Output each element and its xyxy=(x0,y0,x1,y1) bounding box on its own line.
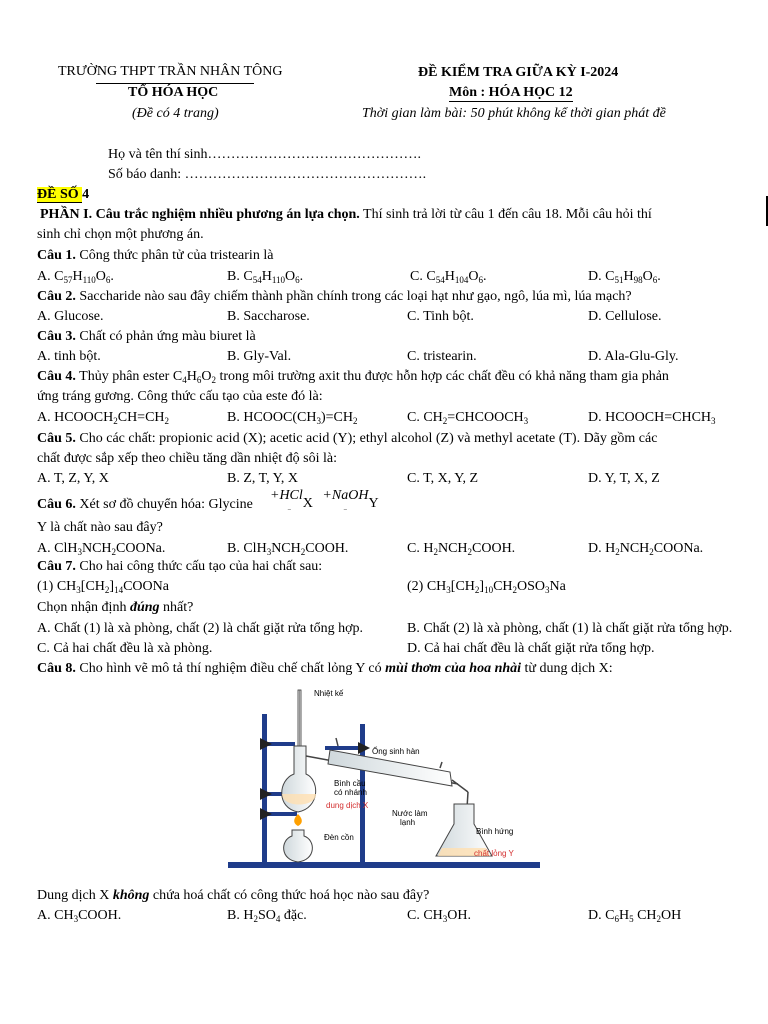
q4-option-b[interactable]: B. $HCOOC(CH_3)=CH_2$ xyxy=(227,410,358,426)
q1-text: Công thức phân tử của tristearin là xyxy=(75,248,274,263)
q1-label: Câu 1. xyxy=(37,248,76,263)
department: TỔ HÓA HỌC xyxy=(128,85,219,100)
q7-label: Câu 7. xyxy=(37,559,76,574)
question-8: Câu 8. Cho hình vẽ mô tả thí nghiệm điều chế chất lỏng Y có mùi thơm của hoa nhài từ dung dịch X: xyxy=(37,661,613,676)
q4-option-c[interactable]: C. $CH_2=CHCOOCH_3$ xyxy=(407,410,529,426)
q6-option-d[interactable]: D. $H_2NCH_2COONa$. xyxy=(588,541,704,557)
question-3 xyxy=(37,328,256,346)
label-water-2: lạnh xyxy=(400,818,416,827)
q6-scheme: +HCl X +NaOH Y ‾ ‾ xyxy=(270,488,379,518)
q7-text: Cho hai công thức cấu tạo của hai chất sau: xyxy=(75,559,323,574)
label-liquid: chất lỏng Y xyxy=(474,849,514,858)
q2-option-b[interactable]: B. Saccharose. xyxy=(227,309,310,324)
q5-label: Câu 5. xyxy=(37,431,76,446)
part1-instructions-2: sinh chỉ chọn một phương án. xyxy=(37,227,204,242)
q4-option-d[interactable]: D. $HCOOCH=CHCH_3$ xyxy=(588,410,716,426)
part1-heading xyxy=(40,206,652,224)
q3-option-a[interactable]: A. tinh bột. xyxy=(37,349,101,364)
student-id-line: Số báo danh: ……………………………………………. xyxy=(108,167,427,182)
q8-option-d[interactable]: D. $C_6H_5$ $CH_2OH$ xyxy=(588,908,682,924)
q8-option-b[interactable]: B. $H_2SO_4$ đặc. xyxy=(227,908,307,924)
dept-rule xyxy=(96,83,254,84)
q7-option-a[interactable]: A. Chất (1) là xà phòng, chất (2) là chất giặt rửa tổng hợp. xyxy=(37,621,364,636)
arrow-icon xyxy=(282,506,291,507)
q5-option-c[interactable]: C. T, X, Y, Z xyxy=(407,471,479,486)
q5-option-b[interactable]: B. Z, T, Y, X xyxy=(227,471,299,486)
page-count: (Đề có 4 trang) xyxy=(132,106,219,121)
q5-text-2: chất được sắp xếp theo chiều tăng dần nhiệt độ sôi là: xyxy=(37,451,337,466)
q8-option-c[interactable]: C. $CH_3OH$. xyxy=(407,908,472,924)
label-solution: dung dịch X xyxy=(326,801,369,810)
question-5 xyxy=(37,430,657,448)
q6-text-2: Y là chất nào sau đây? xyxy=(37,520,163,535)
subject: Môn : HÓA HỌC 12 xyxy=(449,85,573,100)
q3-option-d[interactable]: D. Ala-Glu-Gly. xyxy=(588,349,679,364)
time-limit: Thời gian làm bài: 50 phút không kể thời gian phát đề xyxy=(362,106,666,121)
label-flask-1: Bình cầu xyxy=(334,779,366,788)
label-receiver: Bình hứng xyxy=(476,827,514,836)
q1-option-a[interactable]: A. $C_{57}H_{110}O_6$. xyxy=(37,269,114,285)
q6-text: Xét sơ đồ chuyển hóa: Glycine xyxy=(75,497,253,512)
question-4: Câu 4. Thủy phân ester $C_4H_6O_2$ trong môi trường axit thu được hỗn hợp các chất đều có khả năng tham gia phản xyxy=(37,369,669,385)
q8-label: Câu 8. xyxy=(37,661,76,676)
q1-option-d[interactable]: D. $C_{51}H_{98}O_6$. xyxy=(588,269,661,285)
q8-followup: Dung dịch X không chứa hoá chất có công thức hoá học nào sau đây? xyxy=(37,888,430,903)
q7-option-c[interactable]: C. Cả hai chất đều là xà phòng. xyxy=(37,641,213,656)
stand-rod-left xyxy=(262,714,267,864)
q6-option-b[interactable]: B. $ClH_3NCH_2COOH$. xyxy=(227,541,349,557)
question-2 xyxy=(37,288,632,306)
q1-option-c[interactable]: C. $C_{54}H_{104}O_6$. xyxy=(410,269,487,285)
label-thermometer: Nhiệt kế xyxy=(314,689,344,698)
q3-option-b[interactable]: B. Gly-Val. xyxy=(227,349,292,364)
school-name: TRƯỜNG THPT TRẦN NHÂN TÔNG xyxy=(58,64,283,79)
question-1 xyxy=(37,247,273,265)
question-7 xyxy=(37,558,322,576)
exam-code xyxy=(37,186,89,204)
q4-option-a[interactable]: A. $HCOOCH_2CH=CH_2$ xyxy=(37,410,170,426)
q2-option-c[interactable]: C. Tinh bột. xyxy=(407,309,474,324)
q1-option-b[interactable]: B. $C_{54}H_{110}O_6$. xyxy=(227,269,304,285)
q3-option-c[interactable]: C. tristearin. xyxy=(407,349,477,364)
exam-title: ĐỀ KIỂM TRA GIỮA KỲ I-2024 xyxy=(418,65,619,80)
q5-option-a[interactable]: A. T, Z, Y, X xyxy=(37,471,109,486)
exam-code-number: 4 xyxy=(82,187,90,202)
q2-option-a[interactable]: A. Glucose. xyxy=(37,309,104,324)
q6-reagent-2: +NaOH xyxy=(322,488,369,503)
q8-option-a[interactable]: A. $CH_3COOH$. xyxy=(37,908,122,924)
q5-text: Cho các chất: propionic acid (X); acetic acid (Y); ethyl alcohol (Z) và methyl acetate (T). Dãy gồm các xyxy=(75,431,658,446)
q6-label: Câu 6. xyxy=(37,497,76,512)
q3-text: Chất có phản ứng màu biuret là xyxy=(75,329,256,344)
student-name-line: Họ và tên thí sinh………………………………………. xyxy=(108,147,422,162)
q2-text: Saccharide nào sau đây chiếm thành phần chính trong các loại hạt như gạo, ngô, lúa mì, lúa mạch? xyxy=(75,289,632,304)
question-6 xyxy=(37,496,253,514)
q6-reagent-1: +HCl xyxy=(270,488,303,503)
q7-formula-1: (1) $CH_3[CH_2]_{14}COONa$ xyxy=(37,579,169,595)
q7-formula-2: (2) $CH_3[CH_2]_{10}CH_2OSO_3Na$ xyxy=(407,579,566,595)
q5-option-d[interactable]: D. Y, T, X, Z xyxy=(588,471,660,486)
stand-base xyxy=(228,862,540,868)
q2-label: Câu 2. xyxy=(37,289,76,304)
part1-title: PHẦN I. Câu trắc nghiệm nhiều phương án lựa chọn. xyxy=(40,207,360,222)
q7-option-d[interactable]: D. Cả hai chất đều là chất giặt rửa tổng hợp. xyxy=(407,641,655,656)
q6-option-c[interactable]: C. $H_2NCH_2COOH$. xyxy=(407,541,516,557)
q3-label: Câu 3. xyxy=(37,329,76,344)
q7-prompt: Chọn nhận định đúng nhất? xyxy=(37,600,194,615)
label-condenser: Ống sinh hàn xyxy=(372,747,420,756)
label-lamp: Đèn cồn xyxy=(324,833,354,842)
q7-option-b[interactable]: B. Chất (2) là xà phòng, chất (1) là chất giặt rửa tổng hợp. xyxy=(407,621,733,636)
q4-label: Câu 4. xyxy=(37,369,76,384)
arrow-icon xyxy=(334,506,356,507)
label-water-1: Nước làm xyxy=(392,809,428,818)
q6-option-a[interactable]: A. $ClH_3NCH_2COONa$. xyxy=(37,541,166,557)
part1-instructions: Thí sinh trả lời từ câu 1 đến câu 18. Mỗi câu hỏi thí xyxy=(359,207,652,222)
exam-code-label: ĐỀ SỐ xyxy=(37,187,83,202)
alcohol-lamp xyxy=(284,830,313,862)
label-flask-2: có nhánh xyxy=(334,788,367,797)
q4-text-2: ứng tráng gương. Công thức cấu tạo của este đó là: xyxy=(37,389,323,404)
q2-option-d[interactable]: D. Cellulose. xyxy=(588,309,662,324)
distillation-figure xyxy=(220,684,550,874)
